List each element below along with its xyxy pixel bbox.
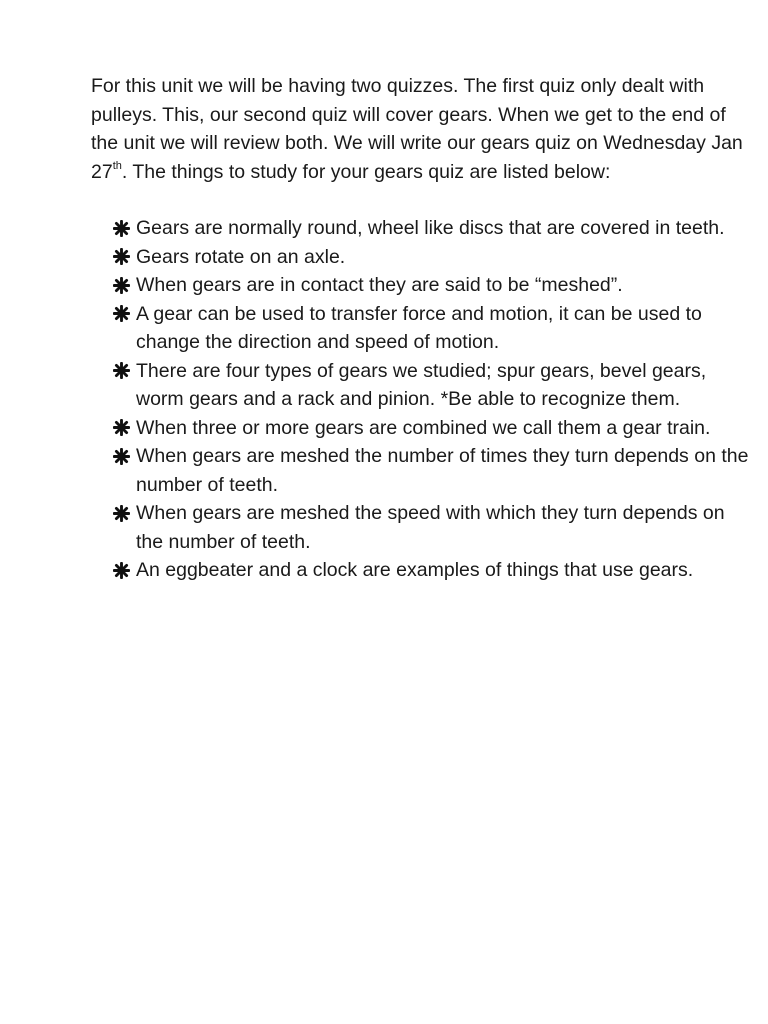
list-item-text: When gears are meshed the speed with which they turn depends on the number of teeth. [136, 502, 725, 553]
asterisk-bullet-icon [113, 243, 133, 272]
list-item-text: Gears rotate on an axle. [136, 245, 346, 268]
list-item [113, 243, 751, 272]
intro-paragraph [91, 72, 751, 186]
list-item [113, 556, 751, 585]
list-item [113, 499, 751, 556]
list-item-text: When three or more gears are combined we call them a gear train. [136, 416, 711, 439]
list-item-text: When gears are meshed the number of times they turn depends on the number of teeth. [136, 445, 749, 496]
intro-text-end: . The things to study for your gears quiz are listed below: [121, 160, 611, 183]
list-item [113, 300, 751, 357]
list-item [113, 442, 751, 499]
date-superscript: th [112, 160, 122, 172]
list-item-text: Gears are normally round, wheel like discs that are covered in teeth. [136, 217, 725, 239]
list-item [113, 357, 751, 414]
asterisk-bullet-icon [113, 556, 133, 585]
asterisk-bullet-icon [113, 499, 133, 528]
asterisk-bullet-icon [113, 300, 133, 329]
asterisk-bullet-icon [113, 357, 133, 386]
list-item [113, 271, 751, 300]
list-item-text: A gear can be used to transfer force and motion, it can be used to change the direction and speed of motion. [136, 302, 702, 353]
asterisk-bullet-icon [113, 214, 133, 243]
list-item-text: There are four types of gears we studied; spur gears, bevel gears, worm gears and a rack and pinion. *Be able to recognize them. [136, 359, 707, 410]
document-page [91, 72, 751, 585]
list-item [113, 214, 751, 243]
asterisk-bullet-icon [113, 442, 133, 471]
list-item [113, 414, 751, 443]
study-list [91, 214, 751, 585]
intro-text: For this unit we will be having two quizzes. The first quiz only dealt with pulleys. This, our second quiz will cover gears. When we get to the end of the unit we will review both. We will write our gears quiz on Wednesday Jan 27 [91, 75, 743, 183]
list-item-text: When gears are in contact they are said to be “meshed”. [136, 274, 623, 296]
asterisk-bullet-icon [113, 271, 133, 300]
asterisk-bullet-icon [113, 414, 133, 443]
list-item-text: An eggbeater and a clock are examples of things that use gears. [136, 559, 694, 581]
